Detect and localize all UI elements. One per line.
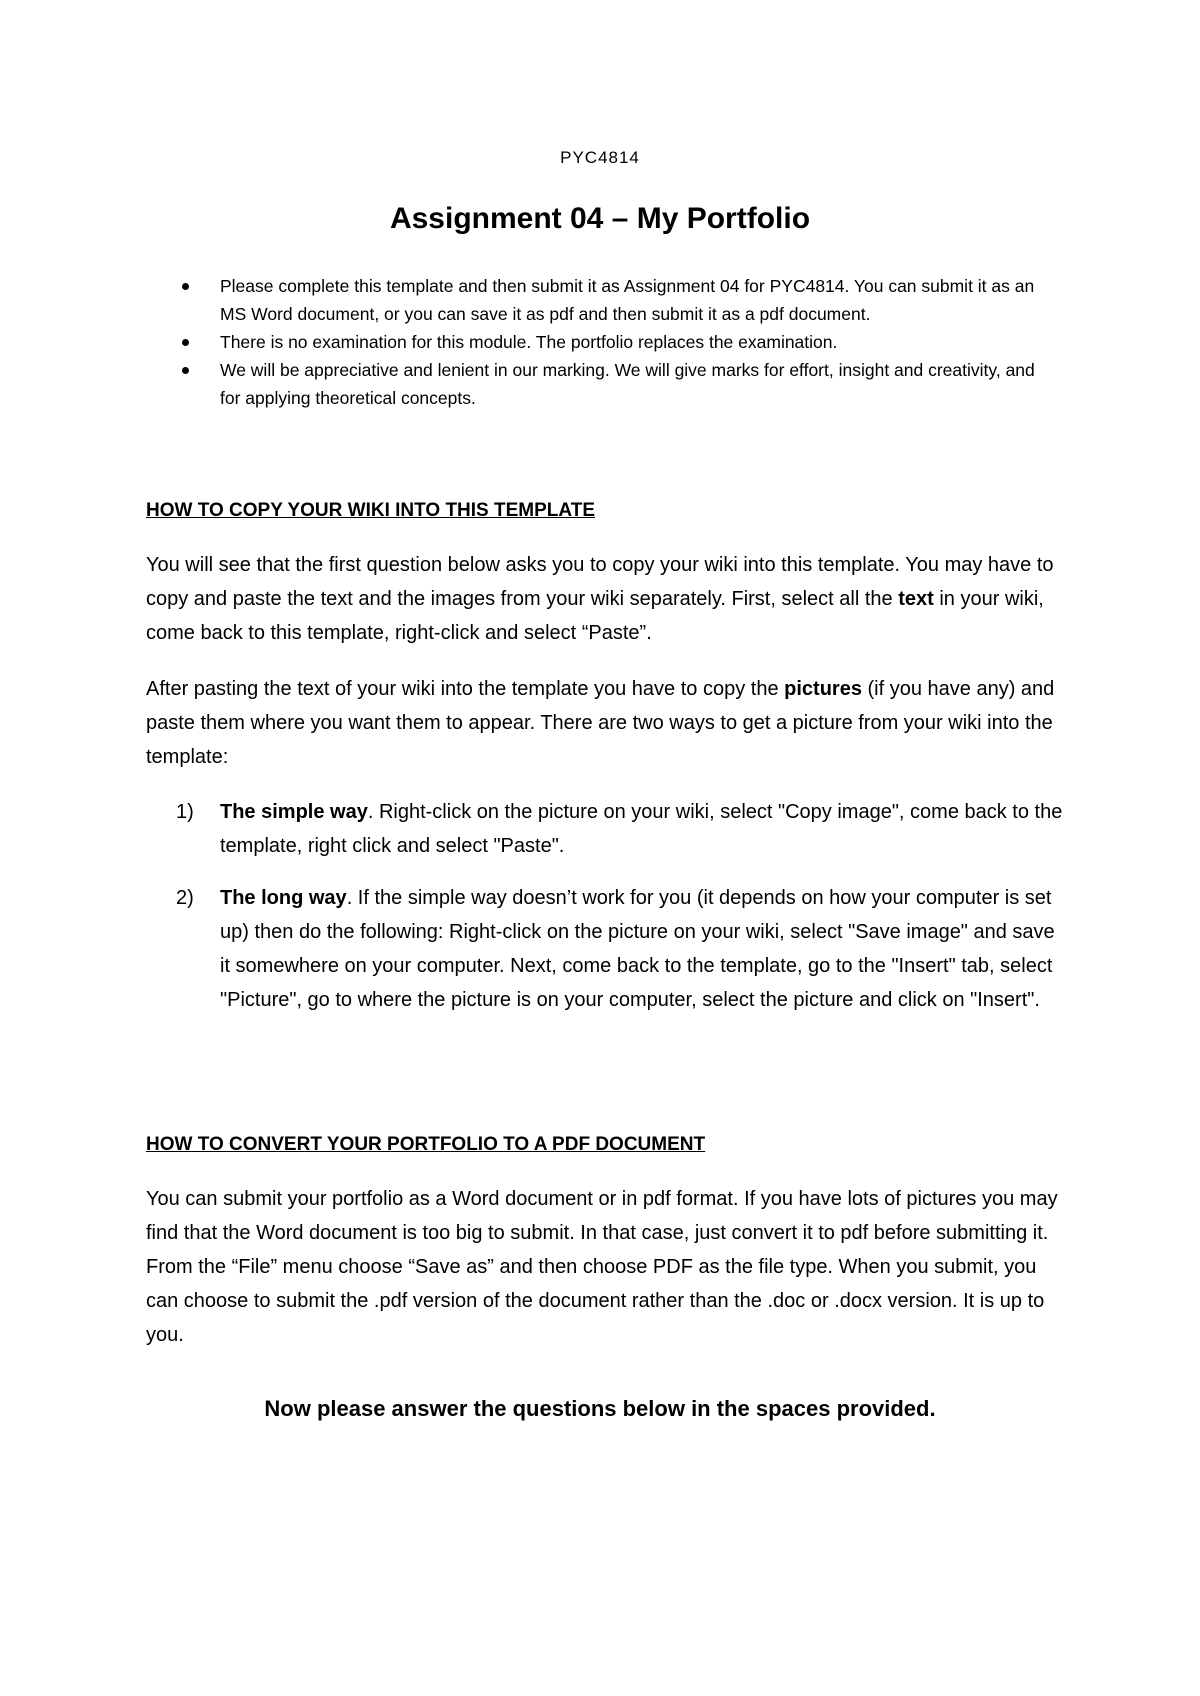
method-description: . Right-click on the picture on your wiki, select "Copy image", come back to the template, right click and select "Paste". [220, 801, 1063, 857]
document-title: Assignment 04 – My Portfolio [389, 202, 811, 235]
list-item-text: There is no examination for this module. The portfolio replaces the examination. [220, 332, 838, 352]
emphasis-text: pictures [784, 678, 862, 700]
list-number: 1) [176, 801, 194, 823]
emphasis-text: text [898, 588, 934, 610]
copy-methods-list [176, 795, 1066, 1035]
list-item [180, 328, 1060, 356]
section-heading-copy-wiki: HOW TO COPY YOUR WIKI INTO THIS TEMPLATE [146, 500, 595, 521]
list-item-text: We will be appreciative and lenient in our marking. We will give marks for effort, insight and creativity, and for applying theoretical concepts. [220, 360, 1035, 408]
closing-instruction: Now please answer the questions below in the spaces provided. [264, 1396, 936, 1421]
bullet-icon [182, 367, 189, 374]
instructions-list [180, 272, 1060, 412]
method-description: . If the simple way doesn’t work for you (it depends on how your computer is set up) then do the following: Right-click on the picture on your wiki, select "Save image" and save it somewhere on your computer. Next, come back to the template, go to the "Insert" tab, select "Picture", go to where the picture is on your computer, select the picture and click on "Insert". [220, 887, 1055, 1011]
pdf-paragraph: You can submit your portfolio as a Word document or in pdf format. If you have lots of pictures you may find that the Word document is too big to submit. In that case, just convert it to pdf before submitting it. From the “File” menu choose “Save as” and then choose PDF as the file type. When you submit, you can choose to submit the .pdf version of the document rather than the .doc or .docx version. It is up to you. [146, 1188, 1058, 1346]
copy-wiki-paragraph-1: You will see that the first question below asks you to copy your wiki into this template. You may have to copy and paste the text and the images from your wiki separately. First, select all the text in your wiki, come back to this template, right-click and select “Paste”. [146, 554, 1054, 644]
bullet-icon [182, 283, 189, 290]
list-item [180, 356, 1060, 412]
method-name: The simple way [220, 801, 368, 823]
list-item [180, 272, 1060, 328]
bullet-icon [182, 339, 189, 346]
list-number: 2) [176, 887, 194, 909]
copy-wiki-paragraph-2: After pasting the text of your wiki into the template you have to copy the pictures (if you have any) and paste them where you want them to appear. There are two ways to get a picture from your wiki into the template: [146, 678, 1055, 768]
list-item [176, 881, 1066, 1017]
section-heading-pdf: HOW TO CONVERT YOUR PORTFOLIO TO A PDF DOCUMENT [146, 1134, 706, 1155]
list-item [176, 795, 1066, 863]
method-name: The long way [220, 887, 347, 909]
course-code: PYC4814 [560, 148, 640, 167]
list-item-text: Please complete this template and then submit it as Assignment 04 for PYC4814. You can submit it as an MS Word document, or you can save it as pdf and then submit it as a pdf document. [220, 276, 1035, 324]
